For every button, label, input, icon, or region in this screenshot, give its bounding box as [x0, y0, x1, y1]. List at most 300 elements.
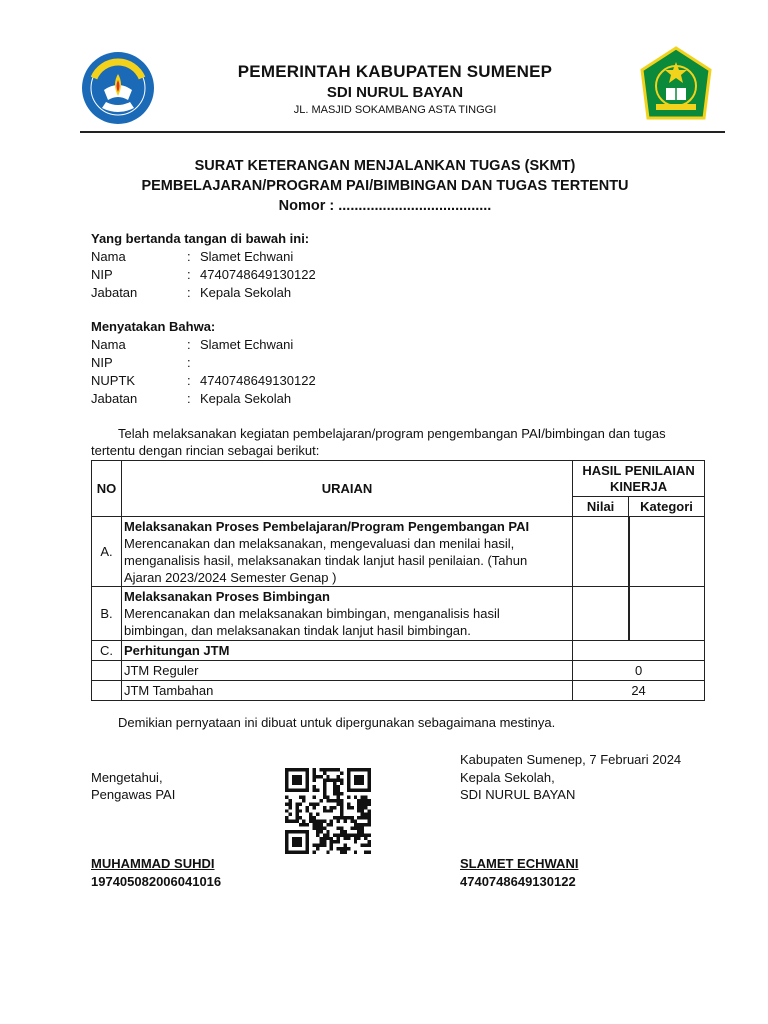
qr-module: [292, 840, 295, 843]
qr-module: [354, 796, 357, 799]
qr-module: [368, 789, 371, 792]
qr-module: [354, 851, 357, 854]
qr-module: [361, 768, 364, 771]
header-kategori: Kategori: [629, 497, 705, 517]
qr-module: [361, 806, 364, 809]
qr-module: [330, 809, 333, 812]
government-name: PEMERINTAH KABUPATEN SUMENEP: [237, 62, 553, 81]
qr-module: [337, 789, 340, 792]
qr-module: [337, 816, 340, 819]
signer-position-label: Jabatan: [91, 285, 138, 300]
qr-module: [357, 816, 360, 819]
qr-module: [299, 851, 302, 854]
qr-module: [288, 768, 291, 771]
row-b-title: Melaksanakan Proses Bimbingan: [123, 589, 330, 604]
qr-module: [357, 823, 360, 826]
qr-module: [340, 830, 343, 833]
qr-module: [364, 813, 367, 816]
signer-heading: Yang bertanda tangan di bawah ini:: [91, 231, 310, 246]
qr-module: [357, 826, 360, 829]
qr-module: [333, 785, 336, 788]
qr-module: [347, 802, 350, 805]
signer-nip-colon: :: [187, 267, 191, 282]
qr-module: [364, 802, 367, 805]
qr-module: [354, 826, 357, 829]
qr-module: [323, 840, 326, 843]
qr-module: [313, 785, 316, 788]
qr-module: [347, 778, 350, 781]
qr-module: [340, 809, 343, 812]
row-b-no: B.: [92, 587, 122, 641]
qr-module: [295, 806, 298, 809]
qr-module: [313, 778, 316, 781]
qr-module: [368, 840, 371, 843]
document-number: Nomor : ......................................: [278, 198, 492, 214]
qr-module: [285, 771, 288, 774]
qr-module: [354, 833, 357, 836]
qr-module: [337, 785, 340, 788]
qr-module: [306, 782, 309, 785]
qr-module: [361, 782, 364, 785]
qr-module: [313, 806, 316, 809]
qr-module: [313, 844, 316, 847]
qr-module: [316, 820, 319, 823]
qr-module: [361, 778, 364, 781]
qr-module: [326, 799, 329, 802]
qr-module: [285, 844, 288, 847]
qr-module: [323, 789, 326, 792]
principal-title: Kepala Sekolah,: [460, 770, 555, 785]
qr-module: [326, 809, 329, 812]
qr-module: [343, 833, 346, 836]
qr-module: [316, 830, 319, 833]
qr-module: [285, 782, 288, 785]
subject-nuptk-value: 4740748649130122: [200, 373, 316, 388]
qr-module: [313, 823, 316, 826]
qr-module: [326, 830, 329, 833]
qr-module: [333, 792, 336, 795]
qr-module: [319, 775, 322, 778]
qr-module: [354, 775, 357, 778]
qr-module: [340, 833, 343, 836]
row-b-kategori: [629, 587, 705, 641]
qr-module: [326, 796, 329, 799]
qr-module: [343, 847, 346, 850]
signer-position-colon: :: [187, 285, 191, 300]
qr-module: [306, 851, 309, 854]
subject-nuptk-colon: :: [187, 373, 191, 388]
qr-module: [357, 789, 360, 792]
qr-module: [285, 778, 288, 781]
row-b-line-2: bimbingan, dan melaksanakan tindak lanjut hasil bimbingan.: [123, 623, 471, 638]
table-row: [92, 641, 705, 661]
qr-module: [313, 775, 316, 778]
qr-module: [337, 840, 340, 843]
qr-module: [323, 833, 326, 836]
qr-module: [333, 782, 336, 785]
qr-module: [347, 847, 350, 850]
qr-module: [285, 833, 288, 836]
qr-module: [368, 775, 371, 778]
qr-module: [285, 851, 288, 854]
jtm-reguler-no: [92, 661, 122, 681]
qr-module: [292, 851, 295, 854]
qr-module: [368, 785, 371, 788]
qr-module: [316, 844, 319, 847]
qr-module: [361, 809, 364, 812]
jtm-reguler-value: 0: [573, 661, 705, 681]
qr-module: [340, 847, 343, 850]
signer-name-label: Nama: [91, 249, 126, 264]
qr-module: [295, 816, 298, 819]
qr-module: [299, 802, 302, 805]
qr-module: [313, 802, 316, 805]
row-a-kategori: [629, 517, 705, 587]
qr-module: [357, 768, 360, 771]
row-a-nilai: [573, 517, 629, 587]
qr-module: [288, 789, 291, 792]
qr-module: [316, 847, 319, 850]
supervisor-name: MUHAMMAD SUHDI: [91, 856, 215, 871]
qr-module: [302, 851, 305, 854]
supervisor-id: 197405082006041016: [91, 874, 222, 889]
qr-module: [350, 789, 353, 792]
header-nilai: Nilai: [573, 497, 629, 517]
qr-module: [368, 813, 371, 816]
qr-module: [306, 844, 309, 847]
qr-module: [364, 768, 367, 771]
qr-module: [316, 833, 319, 836]
qr-module: [323, 806, 326, 809]
signer-nip-label: NIP: [91, 267, 113, 282]
qr-module: [354, 840, 357, 843]
qr-module: [330, 844, 333, 847]
qr-module: [340, 802, 343, 805]
qr-module: [313, 796, 316, 799]
qr-module: [361, 816, 364, 819]
qr-module: [295, 851, 298, 854]
row-b-nilai: [573, 587, 629, 641]
qr-module: [295, 830, 298, 833]
qr-module: [364, 851, 367, 854]
qr-module: [302, 789, 305, 792]
qr-module: [306, 789, 309, 792]
qr-module: [368, 799, 371, 802]
qr-module: [295, 789, 298, 792]
header-hasil-penilaian: HASIL PENILAIAN KINERJA: [573, 461, 705, 497]
subject-nip-colon: :: [187, 355, 191, 370]
row-a-line-1: Merencanakan dan melaksanakan, mengevaluasi dan menilai hasil,: [123, 535, 515, 551]
table-row: [92, 661, 705, 681]
qr-module: [302, 830, 305, 833]
qr-module: [295, 837, 298, 840]
qr-module: [340, 778, 343, 781]
row-c-title: Perhitungan JTM: [121, 641, 572, 661]
qr-module: [306, 768, 309, 771]
qr-module: [306, 778, 309, 781]
qr-module: [285, 820, 288, 823]
qr-module: [319, 799, 322, 802]
qr-module: [361, 813, 364, 816]
qr-module: [364, 823, 367, 826]
qr-module: [319, 837, 322, 840]
qr-module: [354, 837, 357, 840]
qr-module: [299, 782, 302, 785]
qr-module: [364, 806, 367, 809]
qr-module: [364, 837, 367, 840]
qr-module: [368, 820, 371, 823]
qr-module: [340, 806, 343, 809]
qr-module: [330, 837, 333, 840]
qr-module: [306, 771, 309, 774]
qr-module: [292, 775, 295, 778]
intro-line-2: tertentu dengan rincian sebagai berikut:: [91, 443, 320, 458]
qr-module: [337, 833, 340, 836]
qr-module: [285, 847, 288, 850]
signer-position-value: Kepala Sekolah: [200, 285, 292, 300]
qr-module: [357, 833, 360, 836]
qr-module: [299, 837, 302, 840]
qr-module: [337, 775, 340, 778]
qr-module: [295, 820, 298, 823]
qr-module: [288, 802, 291, 805]
qr-module: [299, 809, 302, 812]
qr-module: [343, 830, 346, 833]
qr-module: [347, 806, 350, 809]
qr-module: [285, 775, 288, 778]
qr-module: [326, 851, 329, 854]
qr-module: [337, 778, 340, 781]
qr-module: [347, 796, 350, 799]
qr-module: [361, 799, 364, 802]
qr-module: [323, 844, 326, 847]
qr-module: [330, 778, 333, 781]
qr-module: [337, 799, 340, 802]
qr-module: [350, 768, 353, 771]
row-a-description: [121, 517, 572, 587]
qr-module: [343, 844, 346, 847]
qr-module: [340, 851, 343, 854]
qr-module: [295, 813, 298, 816]
qr-module: [295, 775, 298, 778]
signer-name-value: Slamet Echwani: [200, 249, 294, 264]
qr-module: [368, 833, 371, 836]
qr-module: [323, 782, 326, 785]
qr-module: [364, 844, 367, 847]
qr-module: [368, 768, 371, 771]
qr-module: [302, 820, 305, 823]
qr-module: [364, 816, 367, 819]
qr-module: [306, 785, 309, 788]
qr-module: [350, 833, 353, 836]
qr-module: [350, 816, 353, 819]
qr-module: [354, 782, 357, 785]
qr-module: [285, 796, 288, 799]
qr-module: [361, 789, 364, 792]
qr-module: [333, 768, 336, 771]
qr-module: [361, 826, 364, 829]
qr-module: [285, 840, 288, 843]
qr-module: [333, 806, 336, 809]
qr-module: [316, 802, 319, 805]
qr-module: [357, 830, 360, 833]
qr-module: [295, 768, 298, 771]
qr-module: [285, 789, 288, 792]
row-a-line-2: menganalisis hasil, melaksanakan tindak lanjut hasil penilaian. (Tahun: [123, 552, 528, 568]
qr-module: [361, 833, 364, 836]
qr-module: [319, 840, 322, 843]
qr-module: [299, 840, 302, 843]
qr-module: [313, 820, 316, 823]
qr-module: [357, 775, 360, 778]
qr-module: [323, 809, 326, 812]
jtm-tambahan-value: 24: [573, 681, 705, 701]
document-subtitle: PEMBELAJARAN/PROGRAM PAI/BIMBINGAN DAN TUGAS TERTENTU: [141, 178, 629, 194]
qr-module: [306, 775, 309, 778]
qr-module: [333, 833, 336, 836]
qr-module: [309, 813, 312, 816]
qr-module: [347, 782, 350, 785]
kemenag-logo: [636, 46, 716, 126]
qr-module: [364, 799, 367, 802]
header-divider: [80, 131, 725, 133]
qr-module: [347, 789, 350, 792]
acknowledge-label: Mengetahui,: [91, 770, 163, 785]
qr-module: [292, 820, 295, 823]
qr-module: [361, 830, 364, 833]
qr-module: [295, 782, 298, 785]
qr-module: [340, 782, 343, 785]
qr-module: [340, 813, 343, 816]
qr-module: [292, 778, 295, 781]
qr-module: [337, 802, 340, 805]
school-address: JL. MASJID SOKAMBANG ASTA TINGGI: [293, 104, 497, 116]
qr-module: [343, 837, 346, 840]
subject-position-value: Kepala Sekolah: [200, 391, 292, 406]
qr-module: [350, 826, 353, 829]
subject-nip-label: NIP: [91, 355, 113, 370]
qr-module: [337, 826, 340, 829]
qr-module: [319, 830, 322, 833]
qr-module: [319, 823, 322, 826]
qr-module: [319, 820, 322, 823]
qr-module: [306, 847, 309, 850]
qr-module: [323, 778, 326, 781]
qr-module: [292, 844, 295, 847]
qr-module: [285, 830, 288, 833]
signer-nip-value: 4740748649130122: [200, 267, 316, 282]
qr-module: [295, 809, 298, 812]
qr-module: [326, 768, 329, 771]
performance-table: [91, 460, 705, 701]
qr-module: [306, 833, 309, 836]
qr-module: [361, 844, 364, 847]
qr-module: [361, 823, 364, 826]
subject-name-colon: :: [187, 337, 191, 352]
qr-module: [288, 813, 291, 816]
qr-module: [313, 816, 316, 819]
subject-nuptk-label: NUPTK: [91, 373, 136, 388]
qr-module: [306, 809, 309, 812]
qr-module: [347, 768, 350, 771]
qr-module: [313, 771, 316, 774]
qr-module: [354, 789, 357, 792]
qr-module: [299, 830, 302, 833]
qr-module: [340, 799, 343, 802]
qr-module: [354, 778, 357, 781]
principal-id: 4740748649130122: [460, 874, 576, 889]
qr-module: [302, 799, 305, 802]
qr-module: [350, 820, 353, 823]
qr-module: [313, 789, 316, 792]
qr-code: [285, 768, 371, 854]
qr-module: [347, 785, 350, 788]
qr-module: [292, 768, 295, 771]
qr-module: [323, 837, 326, 840]
jtm-tambahan-no: [92, 681, 122, 701]
qr-module: [299, 816, 302, 819]
intro-line-1: Telah melaksanakan kegiatan pembelajaran/program pengembangan PAI/bimbingan dan tugas: [118, 426, 666, 441]
qr-module: [288, 806, 291, 809]
header-uraian: URAIAN: [121, 461, 572, 517]
qr-module: [361, 775, 364, 778]
qr-module: [368, 782, 371, 785]
principal-school: SDI NURUL BAYAN: [460, 787, 576, 802]
qr-module: [285, 837, 288, 840]
qr-module: [288, 851, 291, 854]
qr-module: [337, 820, 340, 823]
qr-module: [313, 826, 316, 829]
qr-module: [306, 823, 309, 826]
header-no: NO: [92, 461, 122, 517]
qr-module: [337, 847, 340, 850]
qr-module: [330, 847, 333, 850]
qr-module: [316, 813, 319, 816]
qr-module: [295, 844, 298, 847]
qr-module: [330, 799, 333, 802]
subject-name-label: Nama: [91, 337, 126, 352]
qr-module: [323, 826, 326, 829]
qr-module: [316, 823, 319, 826]
qr-module: [337, 837, 340, 840]
qr-module: [319, 768, 322, 771]
subject-position-label: Jabatan: [91, 391, 138, 406]
row-a-line-3: Ajaran 2023/2024 Semester Genap ): [123, 569, 337, 585]
row-b-description: [121, 587, 572, 641]
row-a-no: A.: [92, 517, 122, 587]
qr-module: [337, 768, 340, 771]
table-row: [92, 681, 705, 701]
qr-module: [323, 771, 326, 774]
principal-name: SLAMET ECHWANI: [460, 856, 579, 871]
school-name: SDI NURUL BAYAN: [326, 84, 464, 101]
qr-module: [368, 778, 371, 781]
qr-module: [364, 833, 367, 836]
qr-module: [368, 851, 371, 854]
qr-module: [357, 806, 360, 809]
qr-module: [330, 768, 333, 771]
qr-module: [299, 844, 302, 847]
closing-statement: Demikian pernyataan ini dibuat untuk dipergunakan sebagaimana mestinya.: [118, 715, 556, 730]
qr-module: [295, 778, 298, 781]
qr-module: [299, 778, 302, 781]
qr-module: [299, 768, 302, 771]
qr-module: [326, 775, 329, 778]
qr-module: [292, 789, 295, 792]
qr-module: [302, 768, 305, 771]
qr-module: [323, 768, 326, 771]
qr-module: [326, 823, 329, 826]
